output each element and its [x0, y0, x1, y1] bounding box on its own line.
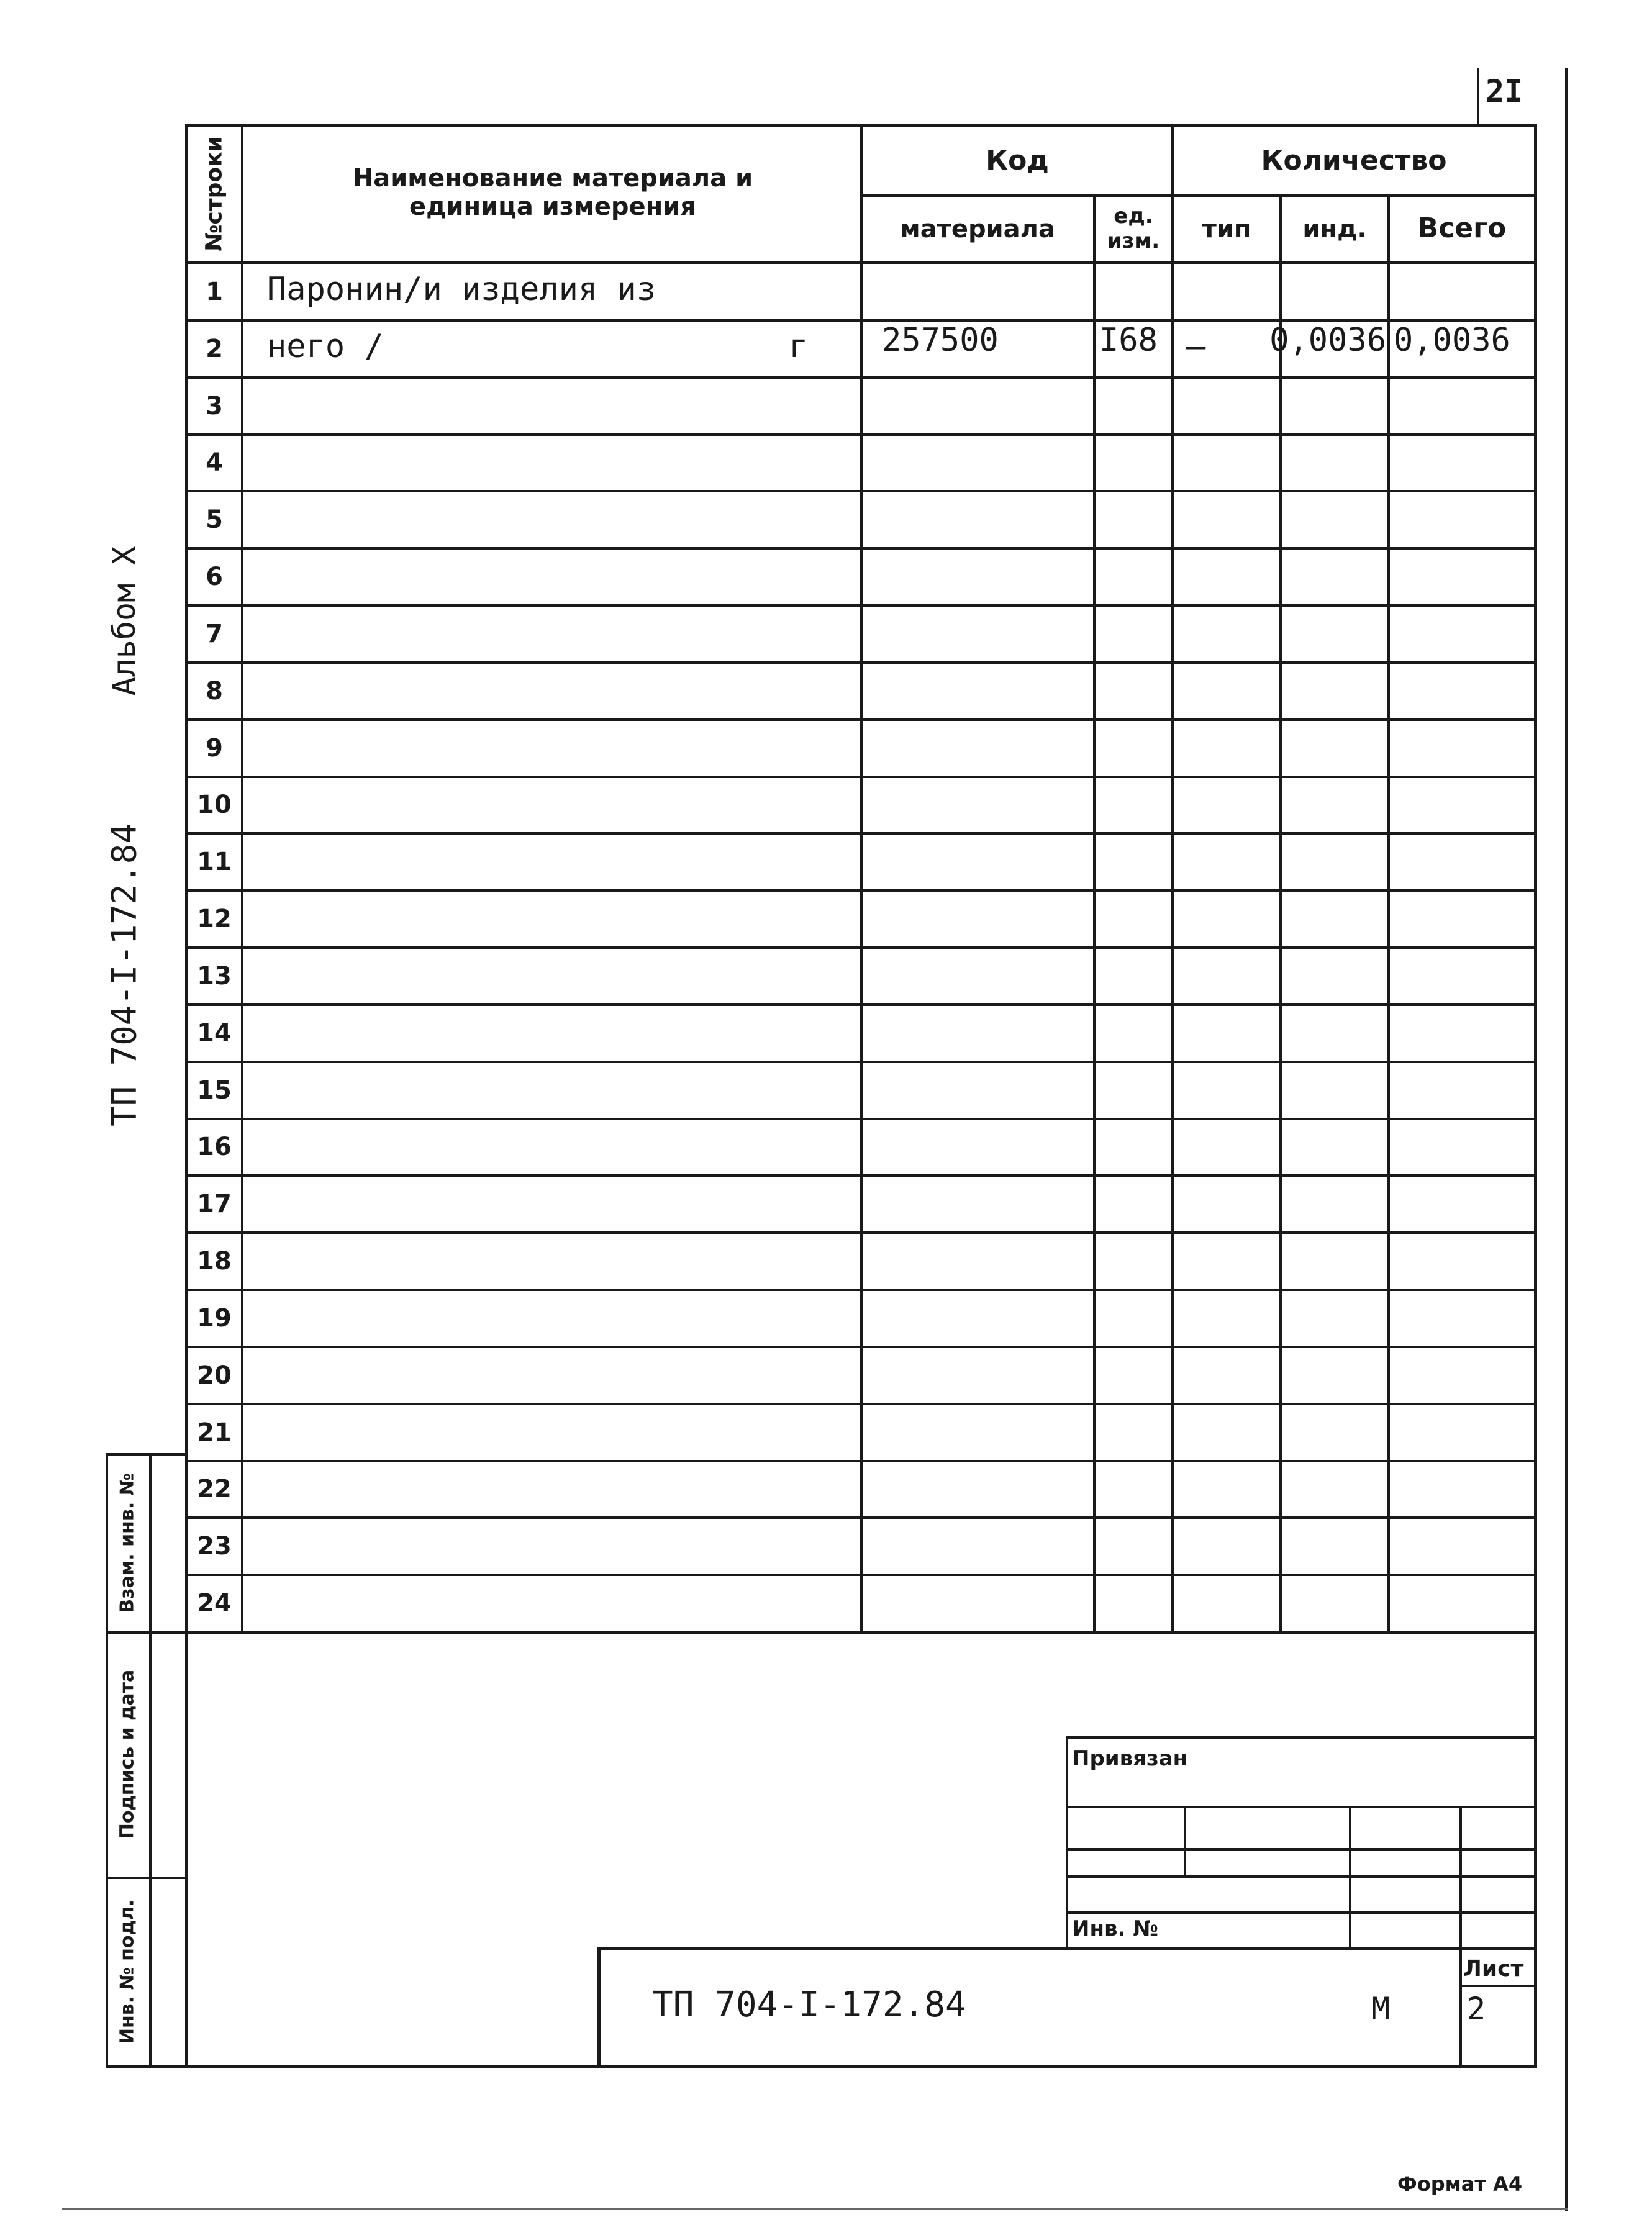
- row-divider: [185, 490, 1537, 492]
- header-total: Всего: [1417, 212, 1507, 245]
- row-divider: [185, 832, 1537, 835]
- header-row-no: №строки: [201, 136, 227, 251]
- row-divider: [185, 547, 1537, 550]
- row-number: 12: [197, 905, 232, 934]
- header-bottom-line: [185, 261, 1537, 264]
- strip-inv-label: Инв. № подл.: [116, 1899, 138, 2044]
- row-number: 7: [206, 619, 223, 648]
- row-divider: [185, 1231, 1537, 1234]
- row-divider: [185, 776, 1537, 778]
- row-divider: [185, 1003, 1537, 1006]
- row-divider: [185, 1516, 1537, 1519]
- frame-right: [1534, 124, 1537, 2068]
- stamp-doc-code: ТП 704-I-172.84: [652, 1985, 966, 2025]
- strip-vzam-label: Взам. инв. №: [116, 1473, 138, 1613]
- row-number: 11: [197, 848, 232, 877]
- row-number: 17: [197, 1190, 232, 1219]
- row-number: 4: [206, 448, 223, 478]
- stamp-vline-2: [1349, 1806, 1351, 1947]
- row-divider: [185, 1289, 1537, 1291]
- row-number: 21: [197, 1418, 232, 1447]
- col-type-right: [1279, 196, 1282, 1633]
- strip-inner: [149, 1453, 152, 2068]
- format-label: Формат А4: [1397, 2172, 1523, 2196]
- row-divider: [185, 376, 1537, 379]
- stamp-stage: М: [1371, 1991, 1391, 2027]
- side-doc-code: ТП 704-I-172.84: [104, 823, 144, 1126]
- row-divider: [185, 1346, 1537, 1348]
- row-name: него /: [267, 327, 384, 365]
- stamp-sheet-label: Лист: [1463, 1956, 1524, 1982]
- header-code: Код: [986, 144, 1049, 176]
- col-code-right: [1093, 196, 1096, 1633]
- row-number: 15: [197, 1076, 232, 1105]
- stamp-privyazan: Привязан: [1072, 1746, 1188, 1771]
- stamp-line-4: [1066, 1911, 1537, 1914]
- row-divider: [185, 1460, 1537, 1462]
- frame-bottom: [106, 2065, 1537, 2068]
- row-divider: [185, 889, 1537, 892]
- stamp-sheet-divider: [1459, 1985, 1537, 1987]
- row-divider: [185, 1118, 1537, 1120]
- row-name: Паронин/и изделия из: [267, 270, 656, 308]
- stamp-top: [1066, 1736, 1537, 1739]
- header-type: тип: [1202, 214, 1251, 243]
- row-number: 8: [206, 676, 223, 705]
- row-total: 0,0036: [1394, 321, 1510, 359]
- row-unit-code: I68: [1099, 321, 1158, 359]
- header-quantity: Количество: [1261, 144, 1447, 176]
- strip-left: [106, 1453, 108, 2068]
- row-number: 13: [197, 961, 232, 990]
- strip-div-1: [106, 1631, 186, 1634]
- row-divider: [185, 946, 1537, 949]
- row-divider: [185, 1061, 1537, 1063]
- sheet-corner-number: 2I: [1486, 73, 1523, 109]
- row-divider: [185, 604, 1537, 607]
- header-name: Наименование материала и единица измерения: [352, 164, 753, 221]
- row-ind: 0,0036: [1269, 321, 1386, 359]
- row-divider: [185, 718, 1537, 721]
- row-number: 3: [206, 391, 223, 420]
- row-divider: [185, 661, 1537, 664]
- row-divider: [185, 1574, 1537, 1576]
- row-type: –: [1186, 327, 1206, 365]
- stamp-vline-1: [1184, 1806, 1186, 1875]
- row-number: 5: [206, 505, 223, 535]
- row-divider: [185, 1174, 1537, 1177]
- strip-div-2: [106, 1877, 186, 1879]
- stamp-vline-3: [1459, 1806, 1462, 2068]
- stamp-line-2: [1066, 1848, 1537, 1851]
- stamp-sheet-no: 2: [1467, 1991, 1486, 2027]
- page-right-edge: [1565, 81, 1568, 2211]
- row-number: 14: [197, 1018, 232, 1048]
- row-number: 24: [197, 1589, 232, 1618]
- row-divider: [185, 433, 1537, 436]
- row-material-code: 257500: [882, 321, 999, 359]
- stamp-left: [1066, 1736, 1068, 1947]
- stamp-inv-no: Инв. №: [1072, 1916, 1159, 1941]
- row-number: 18: [197, 1247, 232, 1276]
- row-number: 22: [197, 1475, 232, 1504]
- header-unit-code: ед. изм.: [1107, 204, 1160, 253]
- stamp-line-1: [1066, 1806, 1537, 1808]
- header-ind: инд.: [1302, 214, 1367, 243]
- stamp-main-left: [597, 1947, 601, 2068]
- col-unit-right: [1171, 124, 1174, 1633]
- row-number: 20: [197, 1361, 232, 1390]
- col-name-right: [860, 124, 863, 1633]
- stamp-line-5: [597, 1947, 1537, 1950]
- side-album-label: Альбом X: [106, 546, 142, 696]
- strip-podpis-label: Подпись и дата: [116, 1669, 138, 1839]
- row-number: 23: [197, 1532, 232, 1561]
- row-divider: [185, 1403, 1537, 1405]
- stamp-line-3: [1066, 1875, 1537, 1878]
- row-number: 6: [206, 563, 223, 592]
- row-number: 10: [197, 791, 232, 820]
- row-number: 19: [197, 1303, 232, 1333]
- header-material-code: материала: [900, 214, 1055, 243]
- row-number: 16: [197, 1133, 232, 1162]
- strip-top: [106, 1453, 186, 1456]
- row-number: 1: [206, 277, 223, 306]
- page-bottom-line: [62, 2208, 1568, 2210]
- row-number: 2: [206, 334, 223, 363]
- table-bottom-line: [185, 1631, 1537, 1634]
- corner-bracket-left: [1477, 68, 1479, 124]
- row-unit: г: [789, 327, 809, 365]
- col-ind-right: [1387, 196, 1390, 1633]
- row-number: 9: [206, 733, 223, 763]
